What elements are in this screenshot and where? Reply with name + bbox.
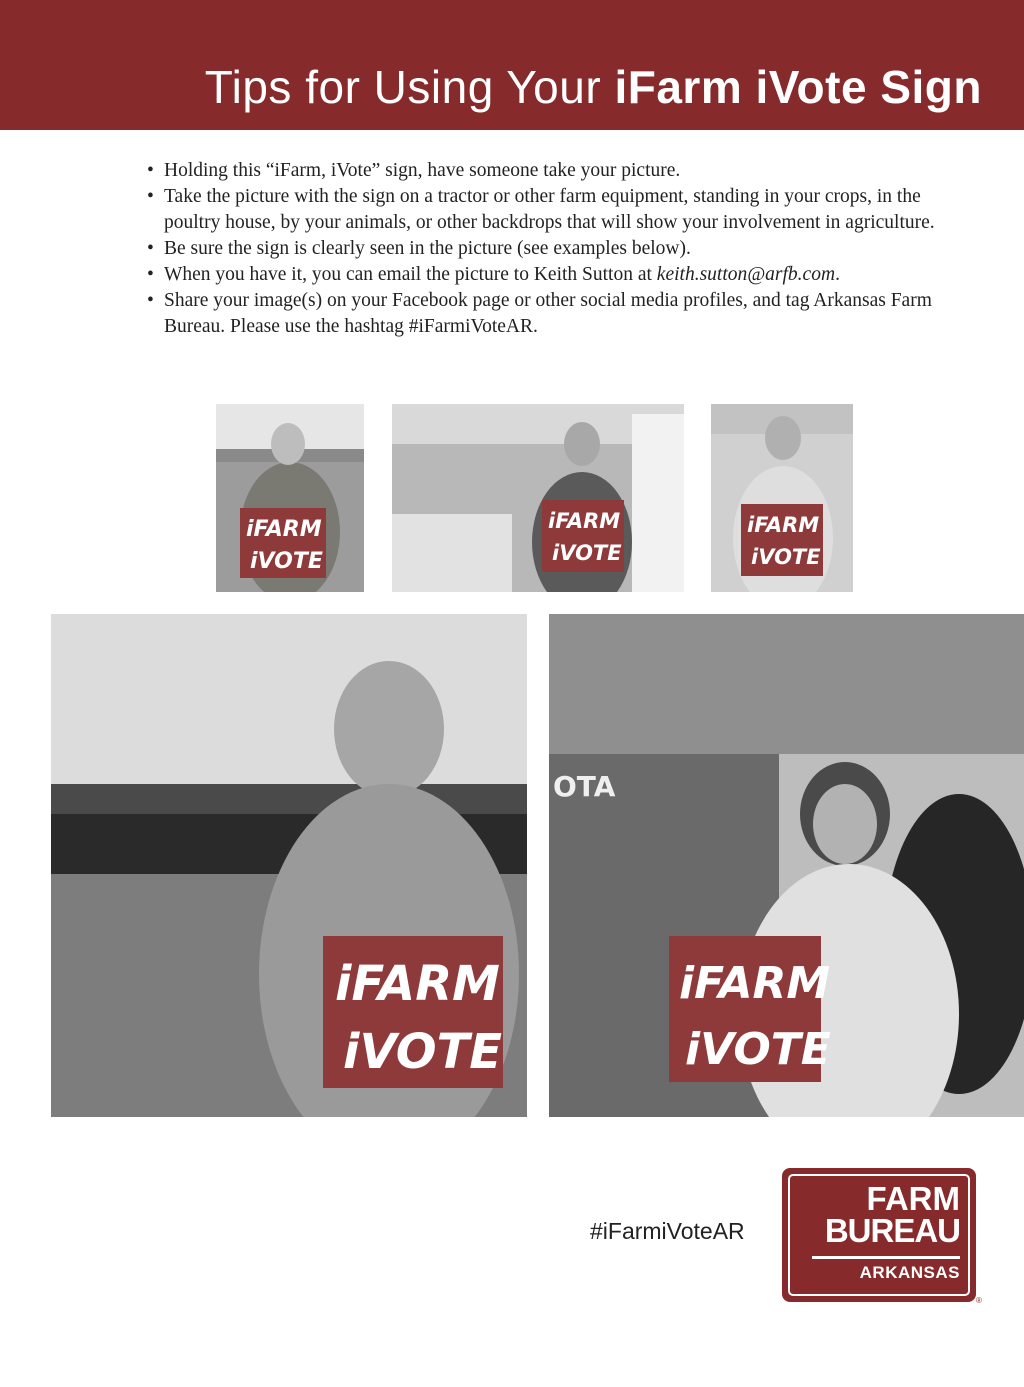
sign-line2: iVOTE <box>552 541 622 565</box>
logo-divider <box>812 1256 960 1259</box>
photo-office-image <box>711 404 853 592</box>
tip-text: Be sure the sign is clearly seen in the picture (see examples below). <box>164 238 691 259</box>
sign-line1: iFARM <box>335 956 500 1012</box>
example-photo-officer <box>216 404 364 592</box>
tip-text: When you have it, you can email the picture to Keith Sutton at <box>164 264 657 285</box>
sign-line2: iVOTE <box>751 545 821 569</box>
tractor-brand-text: OTA <box>553 770 616 803</box>
example-photo-warehouse <box>392 404 684 592</box>
photo-cattle-image <box>51 614 527 1117</box>
tip-item <box>147 184 957 236</box>
tip-text: Share your image(s) on your Facebook page or other social media profiles, and tag Arkansas Farm Bureau. Please use the hashtag #iFarmiVoteAR. <box>164 290 932 337</box>
logo-line1: FARM <box>866 1180 960 1217</box>
sign-line2: iVOTE <box>343 1024 503 1080</box>
page-title-light: Tips for Using Your <box>204 61 615 113</box>
sign-line2: iVOTE <box>685 1024 831 1075</box>
sign-line2: iVOTE <box>250 549 323 574</box>
sign-line1: iFARM <box>747 513 820 537</box>
logo-line3: ARKANSAS <box>859 1263 960 1282</box>
tip-item <box>147 236 957 262</box>
page-title <box>205 60 982 114</box>
tip-item <box>147 288 957 340</box>
sign-line1: iFARM <box>679 958 831 1009</box>
photo-warehouse-image <box>392 404 684 592</box>
logo-line2: BUREAU <box>824 1212 960 1249</box>
tip-item <box>147 262 957 288</box>
example-photo-office <box>711 404 853 592</box>
registered-mark: ® <box>976 1296 982 1305</box>
tips-list <box>147 158 957 340</box>
tip-text-suffix: . <box>835 264 840 285</box>
example-photo-tractor <box>549 614 1024 1117</box>
hashtag-text: #iFarmiVoteAR <box>590 1218 745 1244</box>
photo-tractor-image <box>549 614 1024 1117</box>
tip-text: Take the picture with the sign on a tractor or other farm equipment, standing in your crops, in the poultry house, by your animals, or other backdrops that will show your involvement in agriculture. <box>164 186 935 233</box>
header-banner <box>0 0 1024 130</box>
tip-text: Holding this “iFarm, iVote” sign, have someone take your picture. <box>164 160 681 181</box>
page-title-bold: iFarm iVote Sign <box>614 61 982 113</box>
example-photo-cattle <box>51 614 527 1117</box>
sign-line1: iFARM <box>548 509 621 533</box>
email-link[interactable]: keith.sutton@arfb.com <box>656 264 836 285</box>
farm-bureau-logo <box>782 1168 976 1302</box>
sign-line1: iFARM <box>246 517 322 542</box>
tip-item <box>147 158 957 184</box>
photo-officer-image <box>216 404 364 592</box>
